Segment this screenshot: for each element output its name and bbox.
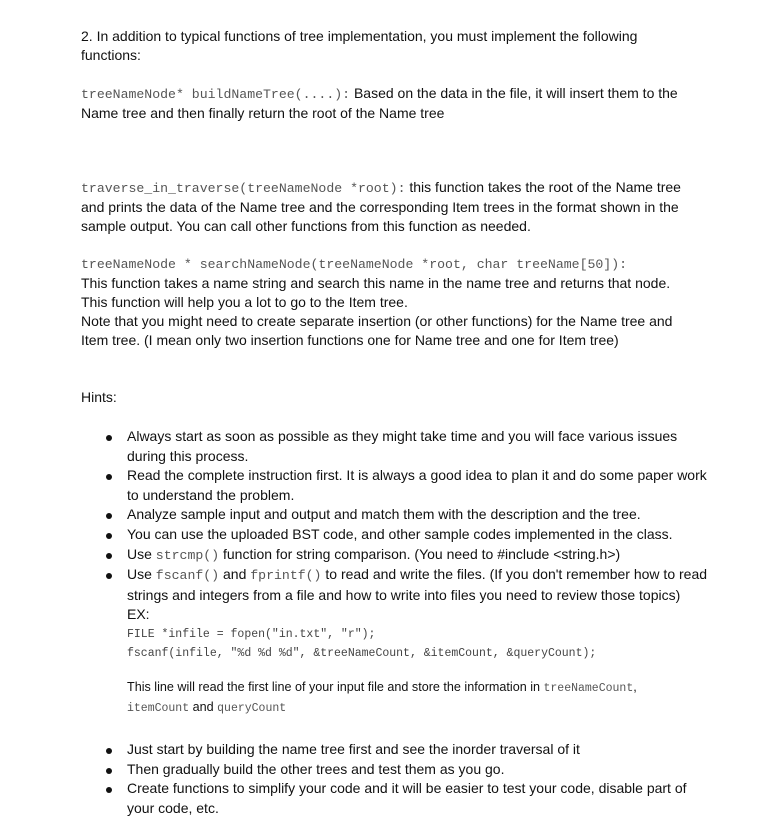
function-description: Based on the data in the file, it will insert them to the Name tree and then finally return the root of the Name tree bbox=[81, 85, 678, 121]
hint-text: Analyze sample input and output and match them with the description and the tree. bbox=[127, 506, 641, 523]
function-signature: treeNameNode * searchNameNode(treeNameNode *root, char treeName[50]) bbox=[81, 257, 620, 272]
hint-text: Then gradually build the other trees and test them as you go. bbox=[127, 760, 505, 777]
note-text: This line will read the first line of your input file and store the information in bbox=[127, 679, 544, 694]
list-item bbox=[105, 525, 715, 545]
hint-text: You can use the uploaded BST code, and other sample codes implemented in the class. bbox=[127, 525, 673, 542]
inline-code: fprintf() bbox=[250, 568, 322, 584]
function-description-line: This function takes a name string and search this name in the name tree and returns that node. bbox=[81, 275, 671, 291]
function-description-line: Note that you might need to create separate insertion (or other functions) for the Name tree and Item tree. (I mean only two insertion functions one for Name tree and one for Item tree) bbox=[81, 313, 673, 348]
hint-text: function for string comparison. (You need to #include <string.h>) bbox=[219, 545, 621, 562]
inline-code: strcmp() bbox=[155, 547, 220, 563]
list-item bbox=[105, 545, 715, 566]
list-item bbox=[105, 740, 715, 760]
intro-paragraph: 2. In addition to typical functions of tree implementation, you must implement the following functions: bbox=[81, 28, 638, 63]
bullet-icon bbox=[106, 513, 112, 519]
list-item bbox=[105, 565, 715, 718]
function-description-line: This function will help you a lot to go to the Item tree. bbox=[81, 294, 408, 310]
hint-text: Create functions to simplify your code and it will be easier to test your code, disable part of your code, etc. bbox=[127, 780, 687, 816]
bullet-icon bbox=[106, 787, 112, 793]
code-line: FILE *infile = fopen("in.txt", "r"); bbox=[127, 627, 376, 641]
hint-text: Just start by building the name tree first and see the inorder traversal of it bbox=[127, 741, 580, 757]
example-note bbox=[127, 678, 715, 718]
inline-code: treeNameCount bbox=[543, 681, 634, 695]
hint-text: Always start as soon as possible as they might take time and you will face various issues during this process. bbox=[127, 428, 678, 464]
signature-colon: : bbox=[619, 257, 628, 272]
hint-text: to read and write the files. (If you don't remember how to read strings and integers from a file and how to write into files you need to review those topics) bbox=[127, 566, 708, 603]
function-signature-line bbox=[81, 254, 721, 274]
bullet-icon bbox=[106, 533, 112, 539]
function-signature: traverse_in_traverse(treeNameNode *root) bbox=[81, 181, 398, 196]
bullet-icon bbox=[106, 748, 112, 754]
list-item bbox=[105, 427, 715, 466]
example-label: EX: bbox=[127, 606, 150, 623]
list-item bbox=[105, 760, 715, 780]
bullet-icon bbox=[106, 553, 112, 559]
hints-list bbox=[105, 427, 715, 718]
inline-code: queryCount bbox=[217, 701, 287, 715]
inline-code: fscanf() bbox=[155, 568, 220, 584]
list-item bbox=[105, 779, 715, 818]
note-text: and bbox=[189, 699, 218, 714]
list-item bbox=[105, 505, 715, 525]
function-signature: treeNameNode* buildNameTree(....) bbox=[81, 87, 343, 102]
final-hints-list bbox=[105, 740, 715, 818]
code-line: fscanf(infile, "%d %d %d", &treeNameCount, &itemCount, &queryCount); bbox=[127, 646, 597, 660]
signature-colon: : bbox=[397, 181, 406, 196]
hint-text: and bbox=[219, 566, 251, 583]
function-search-name-node bbox=[81, 254, 721, 350]
hint-text: Use bbox=[127, 545, 156, 562]
function-traverse-in-traverse bbox=[81, 178, 696, 236]
bullet-icon bbox=[106, 435, 112, 441]
function-build-name-tree bbox=[81, 84, 681, 123]
list-item bbox=[105, 466, 715, 505]
note-text: , bbox=[633, 679, 637, 694]
hints-title: Hints: bbox=[81, 389, 117, 405]
bullet-icon bbox=[106, 474, 112, 480]
bullet-icon bbox=[106, 768, 112, 774]
inline-code: itemCount bbox=[127, 701, 190, 715]
hint-text: Use bbox=[127, 566, 156, 583]
signature-colon: : bbox=[342, 87, 351, 102]
bullet-icon bbox=[106, 573, 112, 579]
function-description: this function takes the root of the Name tree and prints the data of the Name tree and the corresponding Item trees in the format shown in the sample output. You can call other functions from this function as needed. bbox=[81, 179, 681, 234]
hint-text: Read the complete instruction first. It is always a good idea to plan it and do some paper work to understand the problem. bbox=[127, 467, 707, 503]
